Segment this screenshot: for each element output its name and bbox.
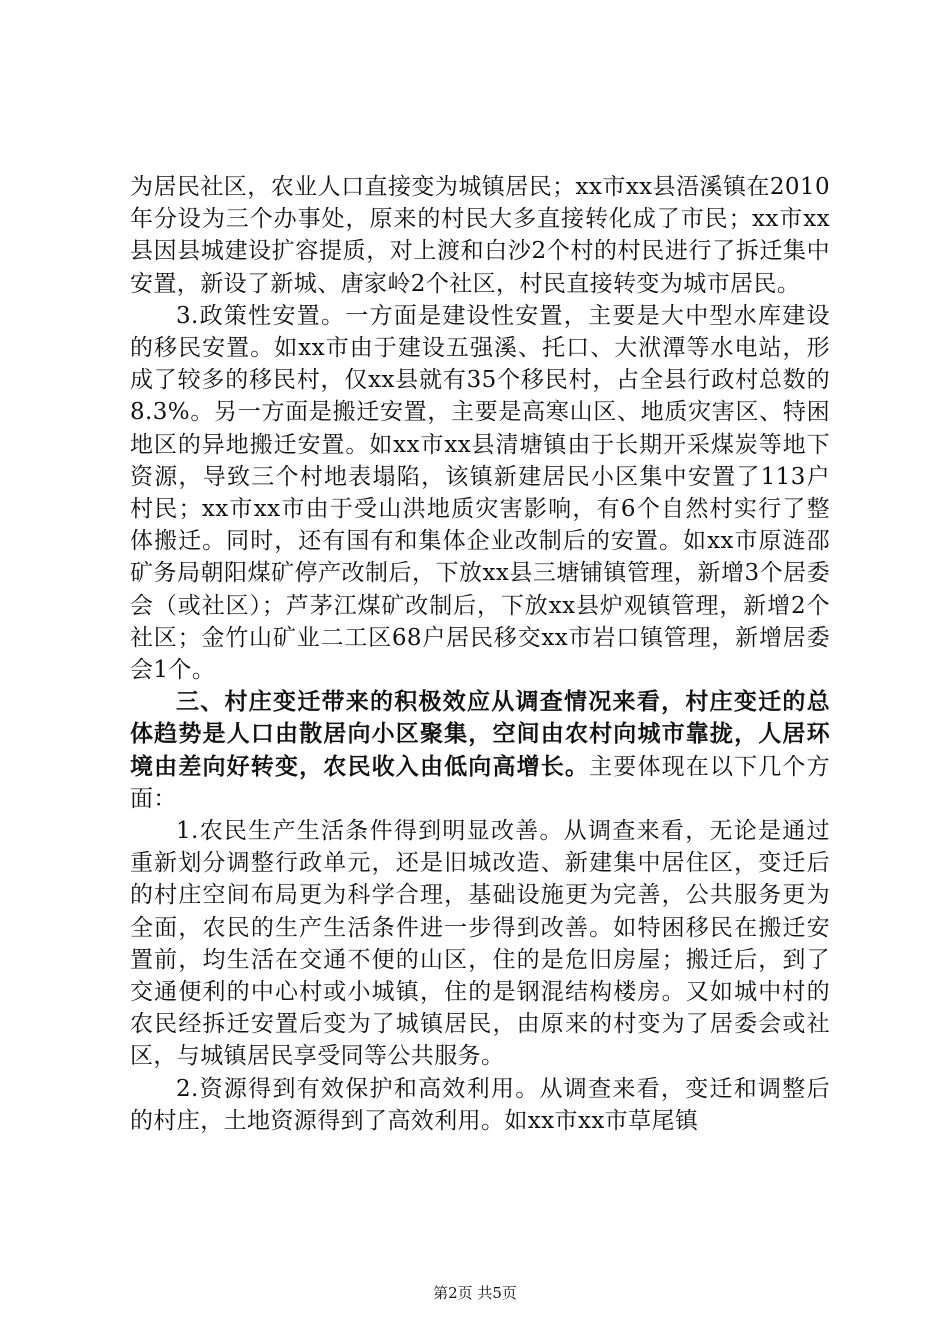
paragraph-resources: 2.资源得到有效保护和高效利用。从调查来看，变迁和调整后的村庄，土地资源得到了高效利用。如xx市xx市草尾镇 <box>130 1075 830 1134</box>
section-heading: 三、村庄变迁带来的积极效应从调查情况来看，村庄变迁的总体趋势是人口由散居向小区聚集，空间由农村向城市靠拢，人居环境由差向好转变，农民收入由低向高增长。 <box>130 689 830 780</box>
paragraph-section-three <box>130 686 830 815</box>
paragraph-continuation: 为居民社区，农业人口直接变为城镇居民；xx市xx县浯溪镇在2010年分设为三个办事处，原来的村民大多直接转化成了市民；xx市xx县因县城建设扩容提质，对上渡和白沙2个村的村民进行了拆迁集中安置，新设了新城、唐家岭2个社区，村民直接转变为城市居民。 <box>130 174 830 297</box>
paragraph-policy-resettlement: 3.政策性安置。一方面是建设性安置，主要是大中型水库建设的移民安置。如xx市由于建设五强溪、托口、大洑潭等水电站，形成了较多的移民村，仅xx县就有35个移民村，占全县行政村总数的8.3%。另一方面是搬迁安置，主要是高寒山区、地质灾害区、特困地区的异地搬迁安置。如xx市xx县清塘镇由于长期开采煤炭等地下资源，导致三个村地表塌陷，该镇新建居民小区集中安置了113户村民；xx市xx市由于受山洪地质灾害影响，有6个自然村实行了整体搬迁。同时，还有国有和集体企业改制后的安置。如xx市原涟邵矿务局朝阳煤矿停产改制后，下放xx县三塘铺镇管理，新增3个居委会（或社区）；芦茅江煤矿改制后，下放xx县炉观镇管理，新增2个社区；金竹山矿业二工区68户居民移交xx市岩口镇管理，新增居委会1个。 <box>130 302 830 684</box>
paragraph-living-conditions: 1.农民生产生活条件得到明显改善。从调查来看，无论是通过重新划分调整行政单元，还是旧城改造、新建集中居住区，变迁后的村庄空间布局更为科学合理，基础设施更为完善，公共服务更为全面，农民的生产生活条件进一步得到改善。如特困移民在搬迁安置前，均生活在交通不便的山区，住的是危旧房屋；搬迁后，到了交通便利的中心村或小城镇，住的是钢混结构楼房。又如城中村的农民经拆迁安置后变为了城镇居民，由原来的村变为了居委会或社区，与城镇居民享受同等公共服务。 <box>130 818 830 1070</box>
section-heading-continuation: 主要体现在以下几个方面： <box>130 753 831 812</box>
page-footer: 第2页 共5页 <box>433 1284 517 1302</box>
body-text <box>130 171 830 1137</box>
